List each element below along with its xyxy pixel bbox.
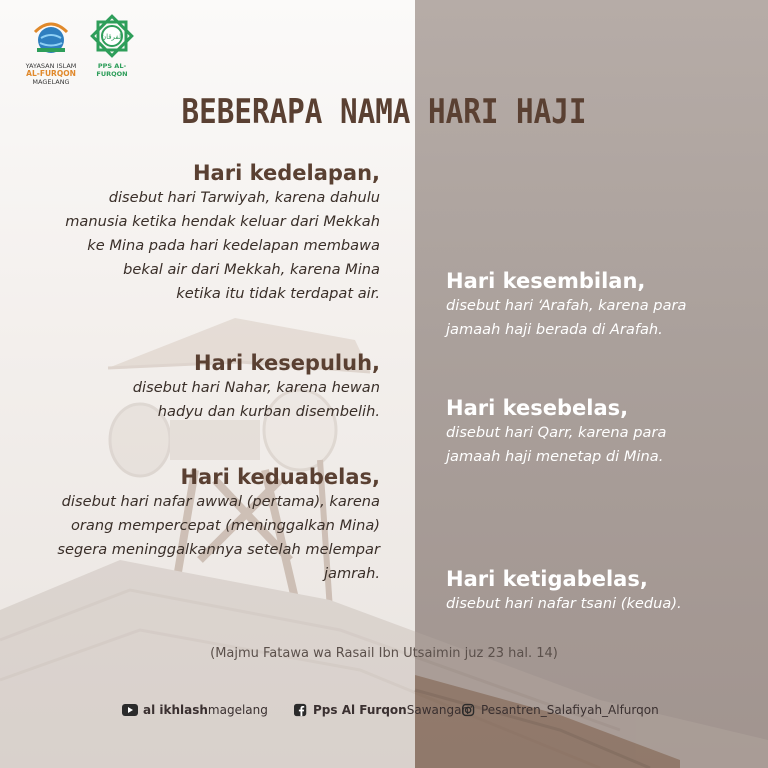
pps-logo bbox=[84, 14, 140, 86]
logo1-line1: YAYASAN ISLAM bbox=[25, 62, 77, 70]
section-line: orang mempercepat (meninggalkan Mina) bbox=[70, 517, 380, 534]
section-line: ketika itu tidak terdapat air. bbox=[176, 285, 380, 302]
section-heading: Hari kesebelas, bbox=[446, 396, 629, 420]
facebook-icon bbox=[294, 703, 308, 717]
youtube-handle-rest: magelang bbox=[207, 703, 268, 717]
section-line: jamrah. bbox=[323, 565, 380, 582]
section-heading: Hari kesembilan, bbox=[446, 269, 646, 293]
octagram-emblem-icon bbox=[90, 14, 134, 58]
section-kesebelas bbox=[446, 395, 666, 469]
section-line: jamaah haji berada di Arafah. bbox=[446, 321, 663, 338]
section-ketigabelas bbox=[446, 566, 682, 616]
section-heading: Hari kedelapan, bbox=[192, 161, 380, 185]
youtube-handle[interactable] bbox=[122, 703, 268, 717]
logo1-line2: AL-FURQON bbox=[26, 69, 76, 78]
section-heading: Hari ketigabelas, bbox=[446, 567, 648, 591]
youtube-icon bbox=[122, 703, 138, 717]
youtube-handle-bold: al ikhlash bbox=[143, 703, 208, 717]
logo2-line1: PPS AL-FURQON bbox=[96, 62, 128, 78]
page-title: BEBERAPA NAMA HARI HAJI bbox=[181, 92, 587, 132]
section-line: disebut hari nafar tsani (kedua). bbox=[446, 595, 682, 612]
reference-citation: (Majmu Fatawa wa Rasail Ibn Utsaimin juz 23 hal. 14) bbox=[210, 646, 558, 661]
section-line: jamaah haji menetap di Mina. bbox=[446, 448, 664, 465]
section-line: disebut hari Tarwiyah, karena dahulu bbox=[108, 189, 380, 206]
section-kesepuluh bbox=[133, 350, 380, 424]
section-line: disebut hari nafar awwal (pertama), karena bbox=[61, 493, 380, 510]
section-line: hadyu dan kurban disembelih. bbox=[157, 403, 380, 420]
facebook-handle-rest: Sawangan bbox=[406, 703, 470, 717]
logo2-arabic: الفرقان bbox=[100, 33, 124, 41]
instagram-handle[interactable] bbox=[462, 703, 659, 717]
instagram-icon bbox=[462, 703, 476, 717]
section-kesembilan bbox=[446, 268, 686, 342]
globe-emblem-icon bbox=[29, 14, 73, 58]
section-keduabelas bbox=[57, 464, 380, 586]
facebook-handle[interactable] bbox=[294, 703, 469, 717]
section-kedelapan bbox=[65, 160, 380, 306]
section-heading: Hari keduabelas, bbox=[180, 465, 380, 489]
section-line: manusia ketika hendak keluar dari Mekkah bbox=[65, 213, 380, 230]
section-line: disebut hari Qarr, karena para bbox=[446, 424, 667, 441]
section-line: disebut hari Nahar, karena hewan bbox=[132, 379, 380, 396]
facebook-handle-bold: Pps Al Furqon bbox=[313, 703, 407, 717]
section-line: bekal air dari Mekkah, karena Mina bbox=[123, 261, 380, 278]
yayasan-logo bbox=[20, 14, 82, 86]
section-line: disebut hari ‘Arafah, karena para bbox=[446, 297, 687, 314]
instagram-handle-text: Pesantren_Salafiyah_Alfurqon bbox=[481, 703, 659, 717]
section-line: segera meninggalkannya setelah melempar bbox=[57, 541, 380, 558]
section-heading: Hari kesepuluh, bbox=[193, 351, 380, 375]
logo1-line3: MAGELANG bbox=[32, 78, 70, 86]
section-line: ke Mina pada hari kedelapan membawa bbox=[87, 237, 380, 254]
